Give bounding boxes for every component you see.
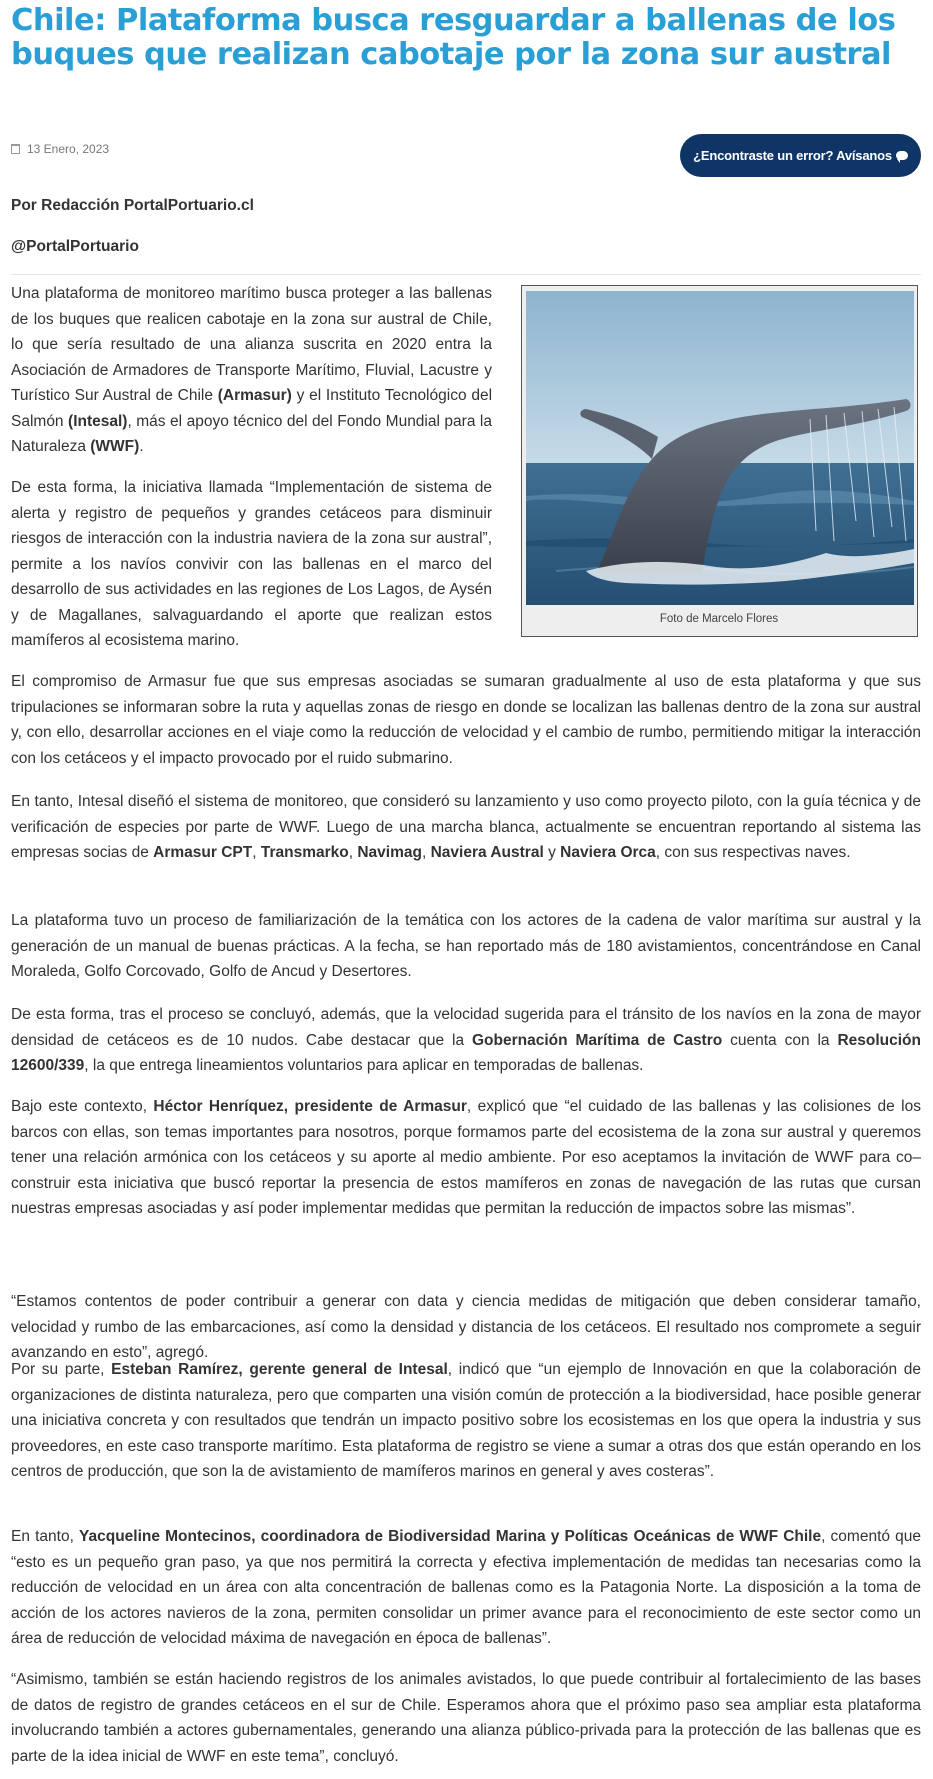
text-run: , la que entrega lineamientos voluntarios para aplicar en temporadas de ballenas. [84,1057,644,1074]
article-title: Chile: Plataforma busca resguardar a ballenas de los buques que realizan cabotaje por la zona sur austral [11,3,896,72]
author-handle[interactable]: @PortalPortuario [11,238,139,255]
speech-bubble-icon [896,151,908,160]
photo-caption: Foto de Marcelo Flores [659,613,779,625]
text-run: . [139,438,144,455]
text-run: De esta forma, tras el proceso se concluyó, además, que la velocidad sugerida para el tránsito de los navíos en la zona de mayor densidad de cetáceos es de 10 nudos. Cabe destacar que la [11,1006,921,1049]
article-figure [521,285,918,637]
text-run: De esta forma, la iniciativa llamada “Implementación de sistema de alerta y registro de pequeños y grandes cetáceos para disminuir riesgos de interacción con la industria naviera de la zona sur austral”, permite a los navíos convivir con las ballenas en el marco del desarrollo de sus actividades en las regiones de Los Lagos, de Aysén y de Magallanes, salvaguardando el aporte que realizan estos mamíferos al ecosistema marino. [11,479,492,649]
article-paragraph [11,1002,921,1079]
publish-date-text: 13 Enero, 2023 [27,142,110,156]
article-paragraph [11,908,921,985]
article-paragraph [11,281,492,460]
bold-text: (WWF) [90,438,140,455]
bold-text: Naviera Austral [430,844,544,861]
text-run: La plataforma tuvo un proceso de familiarización de la temática con los actores de la cadena de valor marítima sur austral y la generación de un manual de buenas prácticas. A la fecha, se han reportado más de 180 avistamientos, concentrándose en Canal Moraleda, Golfo Corcovado, Golfo de Ancud y Desertores. [11,912,921,980]
article-paragraph [11,475,492,654]
text-run: , con sus respectivas naves. [655,844,851,861]
text-run: , indicó que “un ejemplo de Innovación en que la colaboración de organizaciones de distinta naturaleza, pero que comparten una visión común de protección a la biodiversidad, hace posible generar una iniciativa concreta y con resultados que tendrán un impacto positivo sobre los ecosistemas en los que opera la industria y sus proveedores, en este caso transporte marítimo. Esta plataforma de registro se viene a sumar a otras dos que están operando en los centros de producción, que son la de avistamiento de mamíferos marinos en general y aves costeras”. [11,1361,922,1480]
bold-text: (Armasur) [217,387,292,404]
bold-text: Navimag [357,844,422,861]
text-run: En tanto, [11,1528,80,1545]
text-run: Bajo este contexto, [11,1098,154,1115]
text-run: Por su parte, [11,1361,112,1378]
text-run: y [543,844,561,861]
divider [11,274,921,275]
text-run: y el Instituto Tecnológico del Salmón [11,387,493,430]
article-paragraph [11,1357,921,1485]
article-paragraph [11,1094,921,1222]
report-error-label: ¿Encontraste un error? Avísanos [693,148,892,163]
article-paragraph [11,1289,921,1366]
bold-text: Gobernación Marítima de Castro [471,1031,723,1049]
bold-text: Transmarko [260,844,349,861]
report-error-button[interactable] [680,134,921,177]
article-paragraph [11,1524,921,1652]
article-paragraph [11,789,921,866]
text-run: cuenta con la [722,1031,838,1049]
calendar-icon [11,144,20,154]
bold-text: Resolución 12600/339 [11,1031,921,1074]
bold-text: Naviera Orca [560,844,656,861]
bold-text: Héctor Henríquez, presidente de Armasur [153,1098,467,1115]
author-line: Por Redacción PortalPortuario.cl [11,197,254,214]
article-paragraph [11,669,921,771]
text-run: , más el apoyo técnico del del Fondo Mundial para la Naturaleza [11,412,492,455]
bold-text: Yacqueline Montecinos, coordinadora de Biodiversidad Marina y Políticas Oceánicas de WWF Chile [79,1528,822,1545]
text-run: En tanto, Intesal diseñó el sistema de monitoreo, que consideró su lanzamiento y uso como proyecto piloto, con la guía técnica y de verificación de especies por parte de WWF. Luego de una marcha blanca, actualmente se encuentran reportando al sistema las empresas socias de [11,793,921,861]
article-paragraph [11,1667,921,1769]
text-run: Una plataforma de monitoreo marítimo busca proteger a las ballenas de los buques que realicen cabotaje en la zona sur austral de Chile, lo que sería resultado de una alianza suscrita en 2020 entra la Asociación de Armadores de Transporte Marítimo, Fluvial, Lacustre y Turístico Sur Austral de Chile [11,285,492,404]
text-run: , comentó que “esto es un pequeño gran paso, ya que nos permitirá la correcta y efectiva implementación de medidas tan necesarias como la reducción de velocidad en un área con alta concentración de ballenas como es la Patagonia Norte. La disposición a la toma de acción de los actores navieros de la zona, permiten consolidar un primer avance para el reconocimiento de este sector como un área de reducción de velocidad máxima de navegación en época de ballenas”. [11,1528,921,1647]
text-run: , [421,844,431,861]
text-run: , [348,844,358,861]
bold-text: Armasur CPT [153,844,253,861]
bold-text: (Intesal) [68,412,128,430]
text-run: “Asimismo, también se están haciendo registros de los animales avistados, lo que puede contribuir al fortalecimiento de las bases de datos de registro de grandes cetáceos en el sur de Chile. Esperamos ahora que el próximo paso sea ampliar esta plataforma involucrando también a actores gubernamentales, generando una alianza público-privada para la protección de las ballenas que es parte de la idea inicial de WWF en este tema”, concluyó. [11,1671,921,1765]
text-run: , explicó que “el cuidado de las ballenas y las colisiones de los barcos con ellas, son temas importantes para nosotros, porque formamos parte del ecosistema de la zona sur austral y queremos tener una relación armónica con los cetáceos y su aporte al medio ambiente. Por eso aceptamos la invitación de WWF para co–construir esta iniciativa que buscó reportar la presencia de estos mamíferos en zonas de navegación de las rutas que cursan nuestras empresas asociadas y así poder implementar medidas que permitan la reducción de impactos sobre las mismas”. [11,1098,921,1217]
publish-date [11,142,109,156]
whale-tail-photo[interactable] [526,291,914,605]
text-run: , [252,844,261,861]
bold-text: Esteban Ramírez, gerente general de Intesal [111,1361,448,1378]
text-run: El compromiso de Armasur fue que sus empresas asociadas se sumaran gradualmente al uso de esta plataforma y que sus tripulaciones se informaran sobre la ruta y aquellas zonas de riesgo en donde se localizan las ballenas dentro de la zona sur austral y, con ello, desarrollar acciones en el viaje como la reducción de velocidad y el cambio de rumbo, permitiendo mitigar la interacción con los cetáceos y el impacto provocado por el ruido submarino. [11,673,921,767]
text-run: “Estamos contentos de poder contribuir a generar con data y ciencia medidas de mitigación que deben considerar tamaño, velocidad y rumbo de las embarcaciones, así como la densidad y distancia de los cetáceos. El resultado nos compromete a seguir avanzando en esto”, agregó. [11,1293,921,1361]
